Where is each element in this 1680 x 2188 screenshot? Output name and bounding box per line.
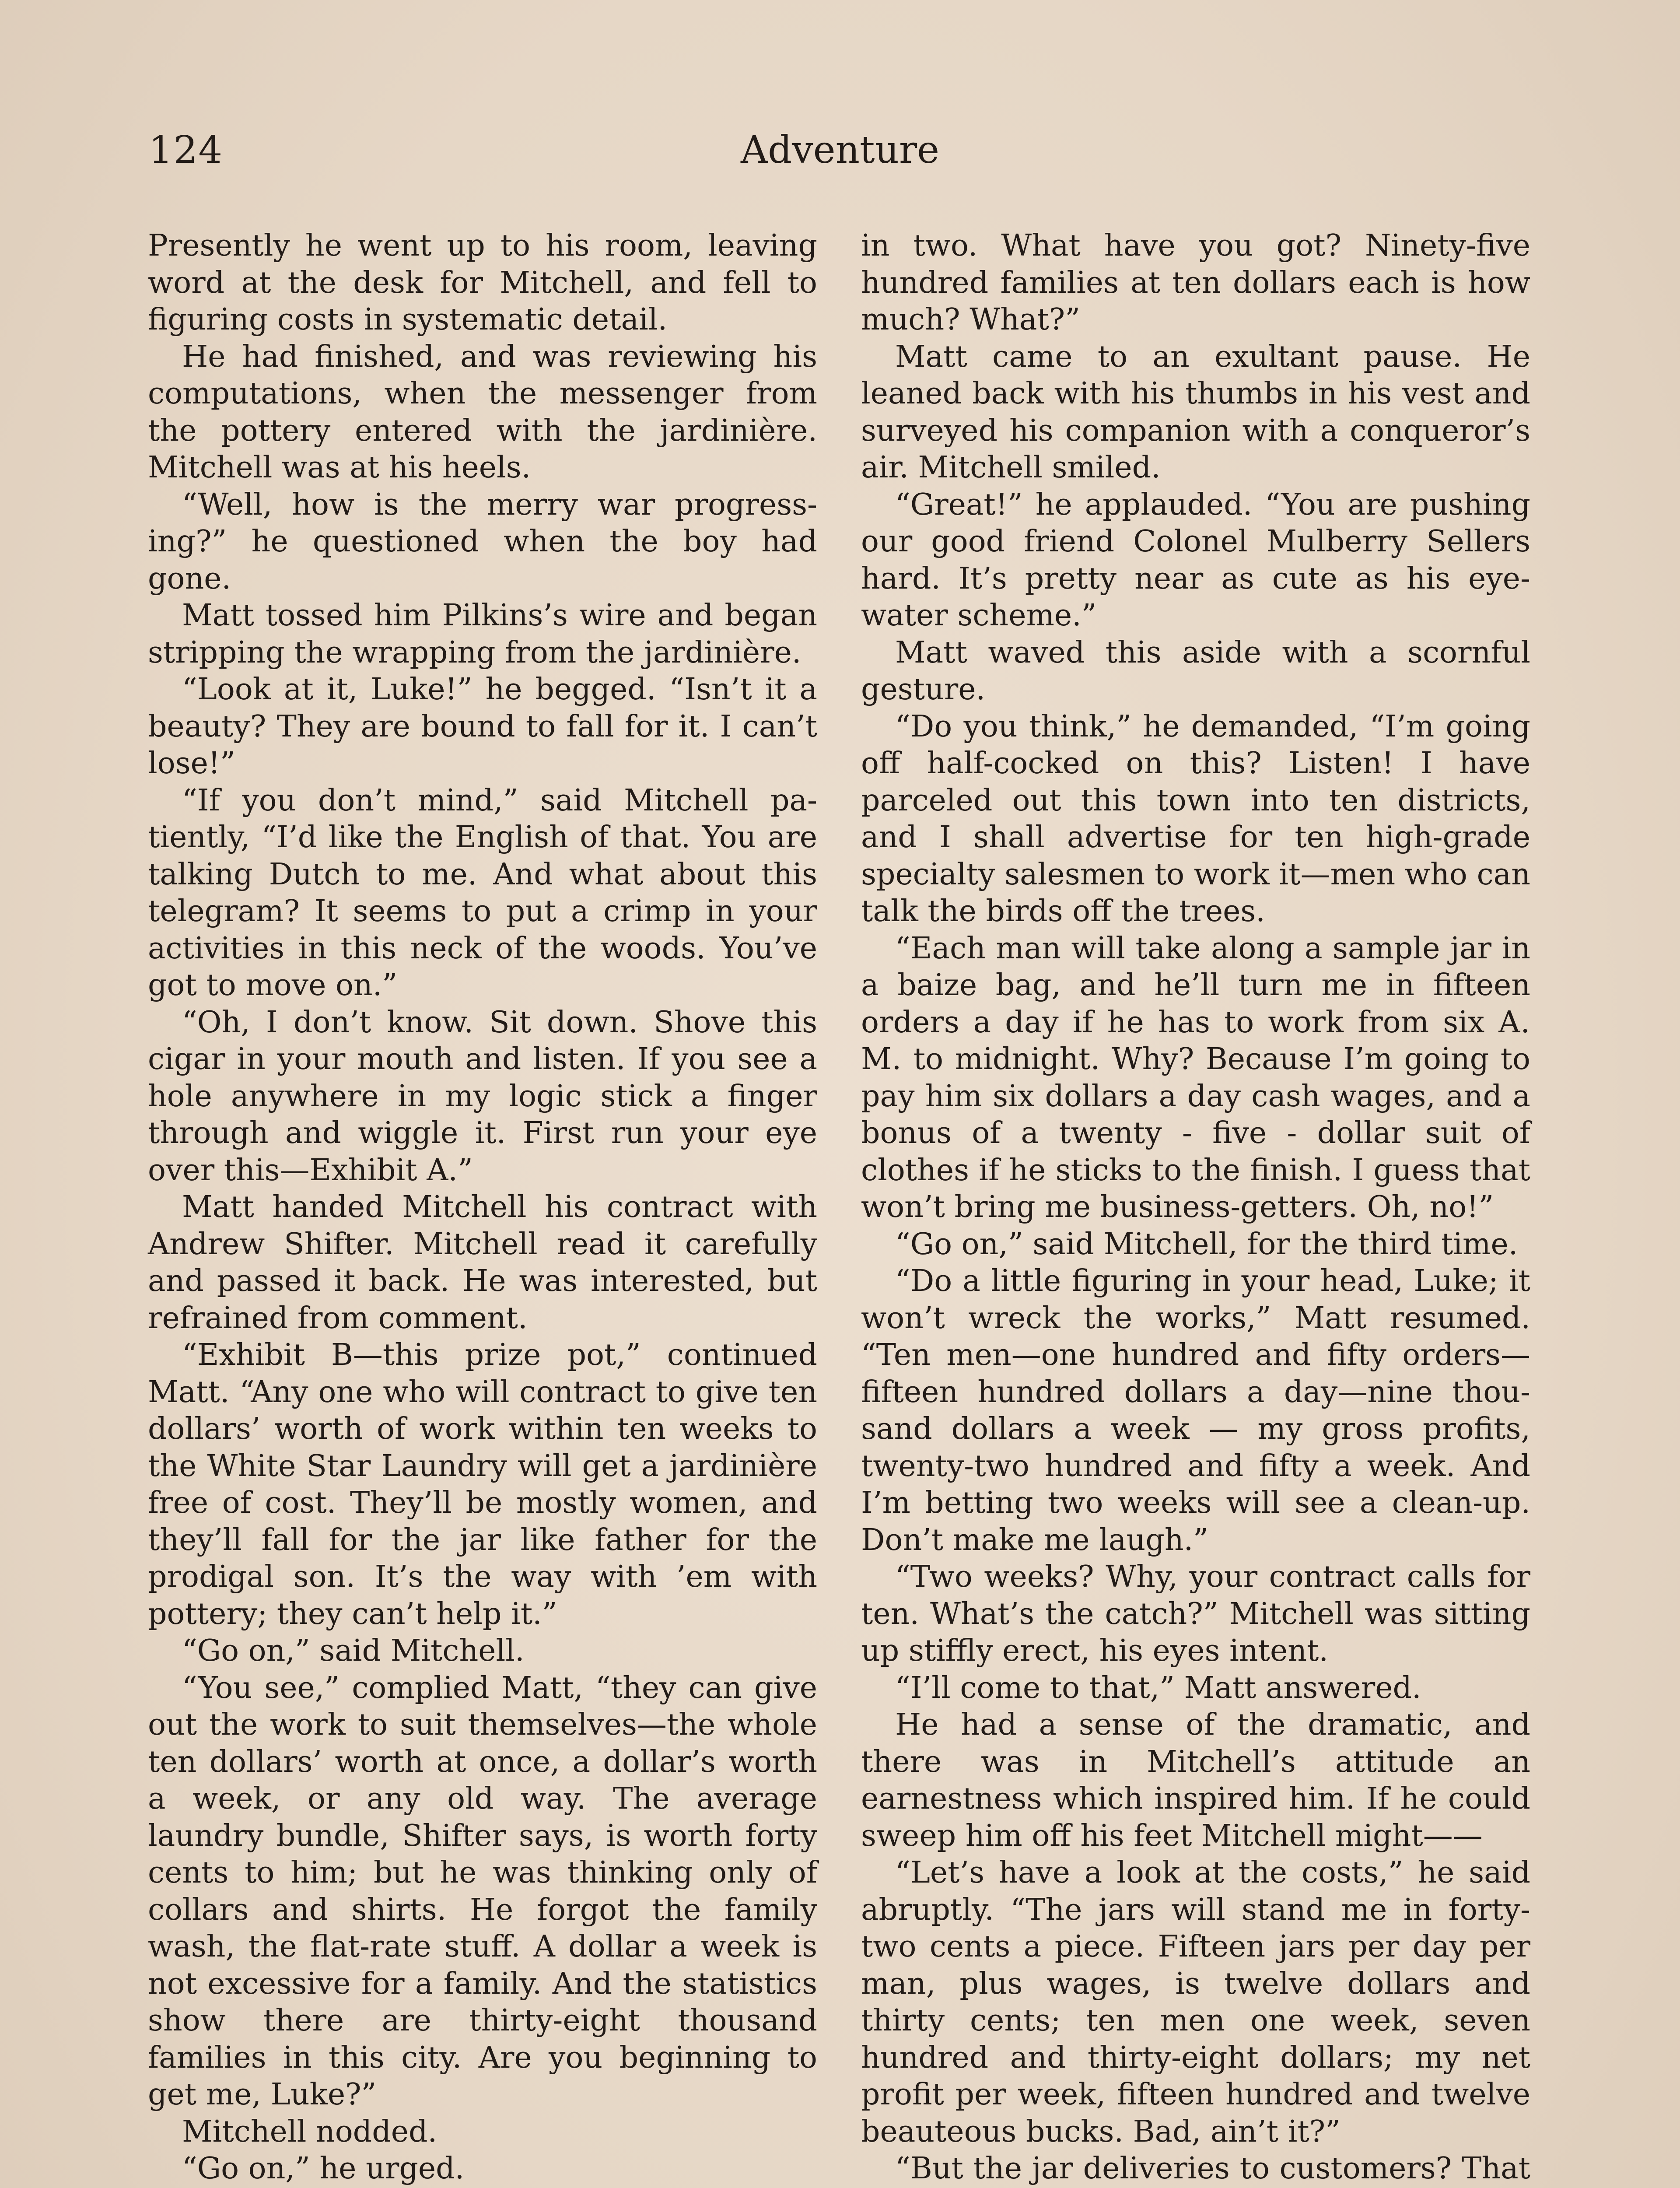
paragraph bbox=[861, 930, 1530, 1226]
paragraph: “Go on,” said Mitchell. bbox=[182, 1634, 525, 1668]
paragraph: “Oh, I don’t know. Sit down. Shove this cigar in your mouth and listen. If you see a hole anywhere in my logic stick a finger through and wiggle it. First run your eye over this—Exhibit A.” bbox=[148, 1005, 817, 1188]
paragraph: “Do a little figuring in your head, Luke; it won’t wreck the works,” Matt resumed. “Ten men—one hundred and fifty orders—fifteen hundred dollars a day—nine thousand dollars a week — my gross profits, twenty-two hundred and fifty a week. And I’m betting two weeks will see a clean-up. Don’t make me laugh.” bbox=[861, 1264, 1530, 1557]
text-run: “Each man will take along a sample jar in a baize bag, and he’ll turn me in fifteen orders a day if he has to work from six bbox=[861, 931, 1530, 1040]
text-run: to midnight. Why? Because I’m going to pay him six dollars a day cash wages, and a bonus of a twenty - five - dollar suit of clothes if he sticks to the finish. I guess that won’t bring me business-getters. Oh, no!” bbox=[861, 1042, 1530, 1224]
paragraph: He had finished, and was reviewing his computations, when the messenger from the pottery entered with the jardinière. Mitchell was at his heels. bbox=[148, 339, 817, 485]
paragraph: “Look at it, Luke!” he begged. “Isn’t it a beauty? They are bound to fall for it. I can’t lose!” bbox=[148, 672, 817, 781]
paragraph: Matt came to an exultant pause. He leaned back with his thumbs in his vest and surveyed his companion with a conqueror’s air. Mitchell smiled. bbox=[861, 339, 1530, 485]
running-title: Adventure bbox=[741, 128, 939, 172]
paragraph-continuation: in two. What have you got? Ninety-five hundred families at ten dollars each is how much? What?” bbox=[861, 228, 1530, 337]
paragraph: “Exhibit B—this prize pot,” continued Matt. “Any one who will contract to give ten dollars’ worth of work within ten weeks to the White Star Laundry will get a jardinière free of cost. They’ll be mostly women, and they’ll fall for the jar like father for the prodigal son. It’s the way with ’em with pottery; they can’t help it.” bbox=[148, 1338, 817, 1631]
paragraph: “If you don’t mind,” said Mitchell patiently, “I’d like the English of that. You are talking Dutch to me. And what about this telegram? It seems to put a crimp in your activities in this neck of the woods. You’ve got to move on.” bbox=[148, 783, 817, 1003]
paragraph: “Great!” he applauded. “You are pushing our good friend Colonel Mulberry Sellers hard. It’s pretty near as cute as his eye-water scheme.” bbox=[861, 487, 1530, 633]
paragraph: “Let’s have a look at the costs,” he said abruptly. “The jars will stand me in forty-two cents a piece. Fifteen jars per day per man, plus wages, is twelve dollars and thirty cents; ten men one week, seven hundred and thirty-eight dollars; my net profit per week, fifteen hundred and twelve beauteous bucks. Bad, ain’t it?” bbox=[861, 1855, 1530, 2149]
paragraph: Matt handed Mitchell his contract with Andrew Shifter. Mitchell read it carefully and passed it back. He was interested, but refrained from comment. bbox=[148, 1190, 817, 1336]
paragraph: “Go on,” he urged. bbox=[182, 2151, 465, 2186]
paragraph: “Well, how is the merry war progressing?” he questioned when the boy had gone. bbox=[148, 487, 817, 596]
paragraph: “But the jar deliveries to customers? That bbox=[895, 2151, 1530, 2186]
left-column bbox=[148, 228, 817, 2188]
paragraph: He had a sense of the dramatic, and there was in Mitchell’s attitude an earnestness which inspired him. If he could sweep him off his feet Mitchell might—— bbox=[861, 1708, 1530, 1853]
time-abbreviation: A. M. bbox=[861, 1005, 1530, 1076]
paragraph: Matt waved this aside with a scornful gesture. bbox=[861, 635, 1530, 707]
paragraph: “Go on,” said Mitchell, for the third time. bbox=[895, 1227, 1518, 1262]
paragraph: Mitchell nodded. bbox=[182, 2114, 438, 2149]
right-column bbox=[861, 228, 1530, 2188]
paragraph: Matt tossed him Pilkins’s wire and began stripping the wrapping from the jardinière. bbox=[148, 598, 817, 670]
page-number: 124 bbox=[149, 128, 224, 172]
paragraph: “Two weeks? Why, your contract calls for ten. What’s the catch?” Mitchell was sitting up stiffly erect, his eyes intent. bbox=[861, 1560, 1530, 1668]
paragraph: Presently he went up to his room, leaving word at the desk for Mitchell, and fell to figuring costs in systematic detail. bbox=[148, 228, 817, 337]
paragraph: “You see,” complied Matt, “they can give out the work to suit themselves—the whole ten dollars’ worth at once, a dollar’s worth a week, or any old way. The average laundry bundle, Shifter says, is worth forty cents to him; but he was thinking only of collars and shirts. He forgot the family wash, the flat-rate stuff. A dollar a week is not excessive for a family. And the statistics show there are thirty-eight thousand families in this city. Are you beginning to get me, Luke?” bbox=[148, 1670, 817, 2112]
paragraph: “I’ll come to that,” Matt answered. bbox=[895, 1670, 1421, 1705]
paragraph: “Do you think,” he demanded, “I’m going off half-cocked on this? Listen! I have parceled out this town into ten districts, and I shall advertise for ten high-grade specialty salesmen to work it—men who can talk the birds off the trees. bbox=[861, 709, 1530, 929]
